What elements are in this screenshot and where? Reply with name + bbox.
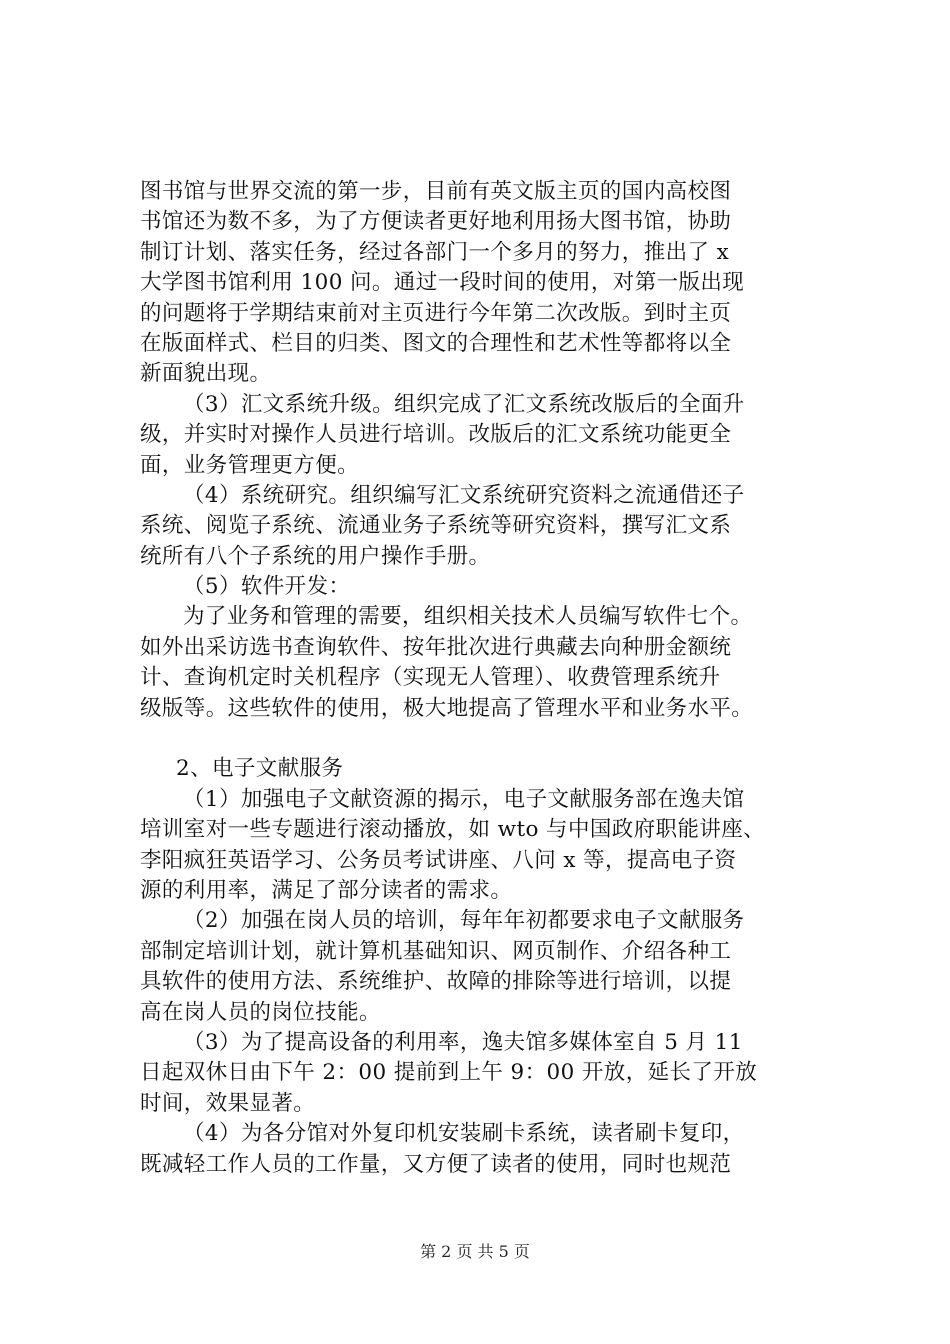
paragraph-start-line: 为了业务和管理的需要，组织相关技术人员编写软件七个。 [183,604,753,630]
text-line: 既减轻工作人员的工作量，又方便了读者的使用，同时也规范 [140,1151,732,1177]
text-line: 部制定培训计划，就计算机基础知识、网页制作、介绍各种工 [140,938,732,964]
text-line: 制订计划、落实任务，经过各部门一个多月的努力，推出了 x [140,239,730,265]
text-line: 如外出采访选书查询软件、按年批次进行典藏去向种册金额统 [140,634,732,660]
text-line: 在版面样式、栏目的归类、图文的合理性和艺术性等都将以全 [140,330,732,356]
paragraph-start-line: （3）汇文系统升级。组织完成了汇文系统改版后的全面升 [183,391,745,417]
text-line: 培训室对一些专题进行滚动播放，如 wto 与中国政府职能讲座、 [140,817,766,843]
section-heading: 2、电子文献服务 [176,756,344,782]
text-line: 的问题将于学期结束前对主页进行今年第二次改版。到时主页 [140,300,732,326]
paragraph-start-line: （3）为了提高设备的利用率，逸夫馆多媒体室自 5 月 11 [183,1029,743,1055]
text-line: 计、查询机定时关机程序（实现无人管理）、收费管理系统升 [140,665,721,691]
paragraph-start-line: （1）加强电子文献资源的揭示，电子文献服务部在逸夫馆 [183,786,745,812]
text-line: 李阳疯狂英语学习、公务员考试讲座、八问 x 等，提高电子资 [140,847,737,873]
text-line: 书馆还为数不多，为了方便读者更好地利用扬大图书馆，协助 [140,209,732,235]
text-line: 源的利用率，满足了部分读者的需求。 [140,877,513,903]
text-line: 高在岗人员的岗位技能。 [140,999,381,1025]
text-line: 新面貌出现。 [140,361,272,387]
paragraph-start-line: （4）系统研究。组织编写汇文系统研究资料之流通借还子 [183,482,745,508]
paragraph-start-line: （5）软件开发： [183,574,351,600]
blank-line [140,724,830,754]
paragraph-start-line: （2）加强在岗人员的培训，每年年初都要求电子文献服务 [183,908,745,934]
text-line: 级版等。这些软件的使用，极大地提高了管理水平和业务水平。 [140,695,754,721]
page-number-footer: 第 2 页 共 5 页 [420,1242,530,1261]
paragraph-start-line: （4）为各分馆对外复印机安装刷卡系统，读者刷卡复印， [183,1121,745,1147]
text-line: 时间，效果显著。 [140,1090,316,1116]
text-line: 统所有八个子系统的用户操作手册。 [140,543,491,569]
text-line: 大学图书馆利用 100 问。通过一段时间的使用，对第一版出现 [140,270,745,296]
text-line: 图书馆与世界交流的第一步，目前有英文版主页的国内高校图 [140,179,732,204]
text-line: 具软件的使用方法、系统维护、故障的排除等进行培训，以提 [140,969,732,995]
text-line: 系统、阅览子系统、流通业务子系统等研究资料，撰写汇文系 [140,513,732,539]
document-body [140,177,830,1180]
text-line: 级，并实时对操作人员进行培训。改版后的汇文系统功能更全 [140,422,732,448]
text-line: 面，业务管理更方便。 [140,452,360,478]
text-line: 日起双休日由下午 2：00 提前到上午 9：00 开放，延长了开放 [140,1060,758,1086]
